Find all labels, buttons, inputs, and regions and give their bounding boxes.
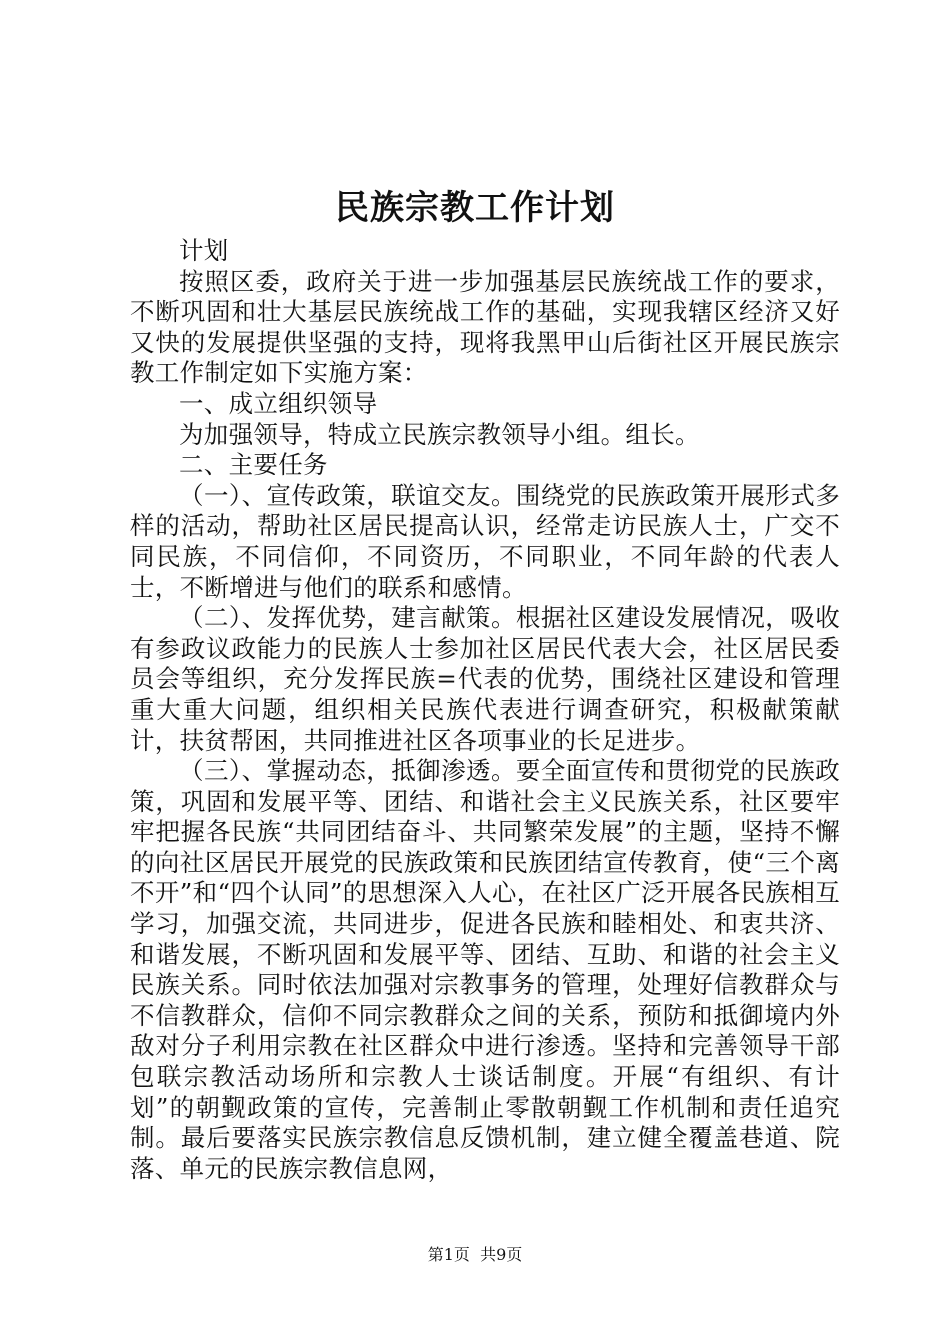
paragraph-plan-label: 计划 bbox=[179, 236, 229, 265]
document-title: 民族宗教工作计划 bbox=[335, 188, 615, 228]
heading-organization: 一、成立组织领导 bbox=[179, 388, 378, 418]
paragraph-intro: 按照区委，政府关于进一步加强基层民族统战工作的要求，不断巩固和壮大基层民族统战工作的基础，实现我辖区经济又好又快的发展提供坚强的支持，现将我黑甲山后街社区开展民族宗教工作制定如下实施方案： bbox=[130, 266, 840, 388]
paragraph-task-1: （一）、宣传政策，联谊交友。围绕党的民族政策开展形式多样的活动，帮助社区居民提高认识，经常走访民族人士，广交不同民族，不同信仰，不同资历，不同职业，不同年龄的代表人士，不断增进与他们的联系和感情。 bbox=[130, 480, 840, 602]
paragraph-task-2: （二）、发挥优势，建言献策。根据社区建设发展情况，吸收有参政议政能力的民族人士参加社区居民代表大会，社区居民委员会等组织，充分发挥民族=代表的优势，围绕社区建设和管理重大重大问题，组织相关民族代表进行调查研究，积极献策献计，扶贫帮困，共同推进社区各项事业的长足进步。 bbox=[130, 603, 840, 755]
document-body bbox=[130, 236, 840, 1184]
page-footer bbox=[0, 1244, 950, 1266]
heading-main-tasks: 二、主要任务 bbox=[179, 450, 328, 480]
paragraph-task-3: （三）、掌握动态，抵御渗透。要全面宣传和贯彻党的民族政策，巩固和发展平等、团结、和谐社会主义民族关系，社区要牢牢把握各民族“共同团结奋斗、共同繁荣发展”的主题，坚持不懈的向社区居民开展党的民族政策和民族团结宣传教育，使“三个离不开”和“四个认同”的思想深入人心，在社区广泛开展各民族相互学习，加强交流，共同进步，促进各民族和睦相处、和衷共济、和谐发展，不断巩固和发展平等、团结、互助、和谐的社会主义民族关系。同时依法加强对宗教事务的管理，处理好信教群众与不信教群众，信仰不同宗教群众之间的关系，预防和抵御境内外敌对分子利用宗教在社区群众中进行渗透。坚持和完善领导干部包联宗教活动场所和宗教人士谈话制度。开展“有组织、有计划”的朝觐政策的宣传，完善制止零散朝觐工作机制和责任追究制。最后要落实民族宗教信息反馈机制，建立健全覆盖巷道、院落、单元的民族宗教信息网， bbox=[130, 756, 841, 1183]
page-number: 第1页 共9页 bbox=[427, 1245, 523, 1264]
paragraph-organization: 为加强领导，特成立民族宗教领导小组。组长。 bbox=[179, 419, 700, 449]
